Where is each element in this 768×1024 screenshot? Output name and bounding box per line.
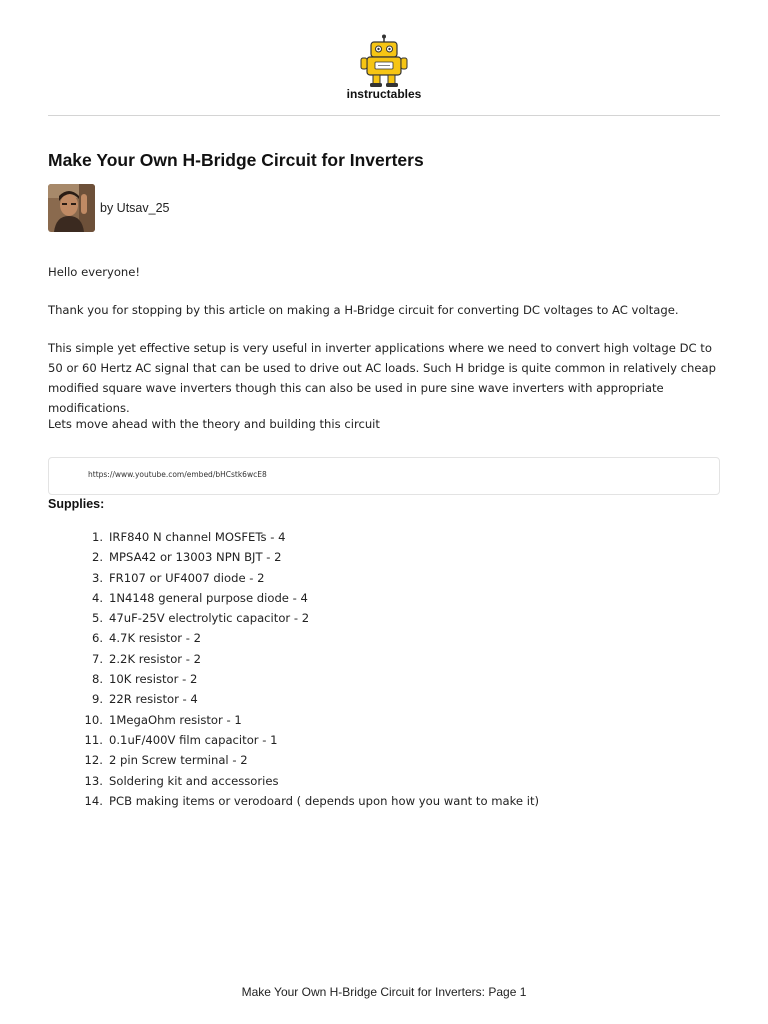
list-text: 2 pin Screw terminal - 2: [109, 753, 248, 768]
list-number: 7.: [91, 651, 103, 666]
list-number: 11.: [84, 732, 103, 747]
header-divider: [48, 115, 720, 116]
intro-paragraph-3: This simple yet effective setup is very useful in inverter applications where we need to convert high voltage DC to 50 or 60 Hertz AC signal that can be used to drive out AC loads. Such H bridge is quite common in relatively cheap modified square wave inverters though this can also be used in pure sine wave inverters with appropriate modifications.: [48, 341, 716, 415]
intro-paragraph-2: Thank you for stopping by this article on making a H-Bridge circuit for converting DC voltages to AC voltage.: [48, 303, 679, 317]
page-footer: Make Your Own H-Bridge Circuit for Inverters: Page 1: [241, 985, 527, 999]
list-number: 10.: [84, 712, 103, 727]
list-number: 5.: [91, 611, 103, 626]
robot-icon: [360, 34, 408, 88]
list-text: 10K resistor - 2: [109, 672, 198, 687]
list-number: 4.: [91, 590, 103, 605]
page-header: [0, 0, 768, 116]
list-text: 1N4148 general purpose diode - 4: [109, 590, 308, 605]
list-number: 3.: [91, 570, 103, 585]
list-number: 13.: [84, 773, 103, 788]
intro-paragraph-1: Hello everyone!: [48, 265, 141, 279]
author-byline[interactable]: by Utsav_25: [100, 201, 170, 215]
list-number: 2.: [91, 550, 103, 565]
list-text: FR107 or UF4007 diode - 2: [109, 570, 265, 585]
list-number: 12.: [84, 753, 103, 768]
embed-url-link[interactable]: https://www.youtube.com/embed/bHCstk6wcE8: [88, 470, 267, 479]
list-text: 4.7K resistor - 2: [109, 631, 202, 646]
author-avatar[interactable]: [48, 184, 95, 232]
list-text: Soldering kit and accessories: [109, 773, 279, 788]
list-text: 47uF-25V electrolytic capacitor - 2: [109, 611, 310, 626]
list-number: 8.: [91, 672, 103, 687]
brand-name[interactable]: instructables: [346, 87, 422, 101]
video-embed[interactable]: [48, 457, 720, 495]
supplies-heading: Supplies:: [48, 497, 105, 511]
list-number: 6.: [91, 631, 103, 646]
list-text: MPSA42 or 13003 NPN BJT - 2: [109, 550, 282, 565]
list-text: 2.2K resistor - 2: [109, 651, 202, 666]
list-number: 9.: [91, 692, 103, 707]
list-number: 14.: [84, 793, 103, 808]
author-photo: [48, 184, 95, 232]
article-title: Make Your Own H-Bridge Circuit for Inverters: [48, 150, 424, 170]
intro-paragraph-4: Lets move ahead with the theory and building this circuit: [48, 417, 380, 431]
list-text: 1MegaOhm resistor - 1: [109, 712, 242, 727]
list-text: IRF840 N channel MOSFETs - 4: [109, 530, 286, 544]
list-number: 1.: [91, 530, 103, 544]
list-text: 22R resistor - 4: [109, 692, 198, 707]
list-text: PCB making items or verodoard ( depends upon how you want to make it): [109, 793, 540, 808]
list-text: 0.1uF/400V film capacitor - 1: [109, 732, 278, 747]
